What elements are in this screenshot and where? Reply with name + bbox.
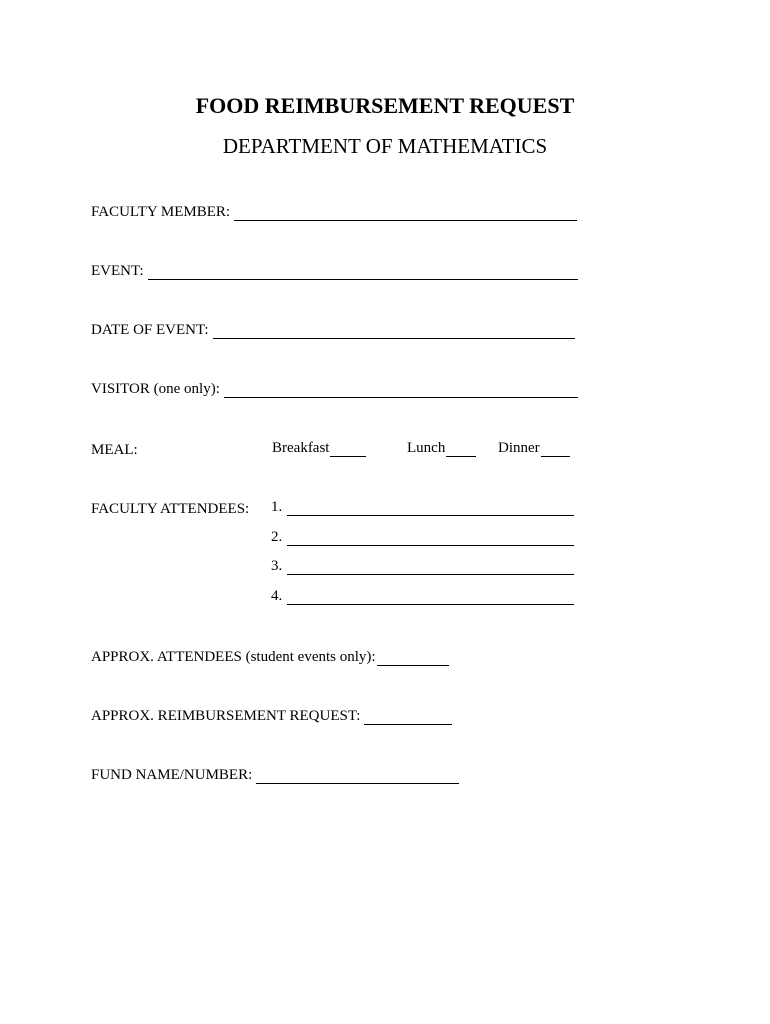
faculty-member-label: FACULTY MEMBER: xyxy=(91,204,231,220)
breakfast-field[interactable] xyxy=(330,441,366,457)
breakfast-label: Breakfast xyxy=(272,440,330,456)
attendee-row-1 xyxy=(271,498,574,516)
event-row xyxy=(91,260,578,280)
attendee-number-3: 3. xyxy=(271,558,283,574)
visitor-label: VISITOR (one only): xyxy=(91,381,220,397)
attendee-field-2[interactable] xyxy=(287,530,574,546)
form-title: FOOD REIMBURSEMENT REQUEST xyxy=(195,93,575,118)
attendee-number-4: 4. xyxy=(271,588,283,604)
attendee-field-4[interactable] xyxy=(287,589,574,605)
date-of-event-label: DATE OF EVENT: xyxy=(91,322,209,338)
approx-attendees-label: APPROX. ATTENDEES (student events only): xyxy=(91,649,376,665)
event-label: EVENT: xyxy=(91,263,144,279)
meal-option-lunch[interactable] xyxy=(407,439,476,457)
attendee-row-2 xyxy=(271,528,574,546)
attendee-number-1: 1. xyxy=(271,499,283,515)
approx-reimbursement-row xyxy=(91,705,452,725)
event-field[interactable] xyxy=(148,264,578,280)
approx-attendees-field[interactable] xyxy=(377,650,449,666)
attendee-field-3[interactable] xyxy=(287,559,574,575)
meal-option-breakfast[interactable] xyxy=(272,439,366,457)
attendee-field-1[interactable] xyxy=(287,500,574,516)
approx-attendees-row xyxy=(91,646,449,666)
date-of-event-row xyxy=(91,319,575,339)
fund-field[interactable] xyxy=(256,768,459,784)
approx-reimbursement-field[interactable] xyxy=(364,709,452,725)
faculty-member-row xyxy=(91,201,577,221)
dinner-field[interactable] xyxy=(541,441,570,457)
faculty-member-field[interactable] xyxy=(234,205,577,221)
attendee-number-2: 2. xyxy=(271,529,283,545)
visitor-row xyxy=(91,378,578,398)
faculty-attendees-label: FACULTY ATTENDEES: xyxy=(91,501,250,517)
date-of-event-field[interactable] xyxy=(213,323,575,339)
dinner-label: Dinner xyxy=(498,440,540,456)
fund-label: FUND NAME/NUMBER: xyxy=(91,767,253,783)
lunch-label: Lunch xyxy=(407,440,446,456)
attendee-row-4 xyxy=(271,587,574,605)
fund-row xyxy=(91,764,459,784)
approx-reimbursement-label: APPROX. REIMBURSEMENT REQUEST: xyxy=(91,708,361,724)
attendee-row-3 xyxy=(271,557,574,575)
meal-label: MEAL: xyxy=(91,442,138,458)
meal-option-dinner[interactable] xyxy=(498,439,570,457)
visitor-field[interactable] xyxy=(224,382,578,398)
department-subtitle: DEPARTMENT OF MATHEMATICS xyxy=(222,134,548,158)
lunch-field[interactable] xyxy=(446,441,476,457)
